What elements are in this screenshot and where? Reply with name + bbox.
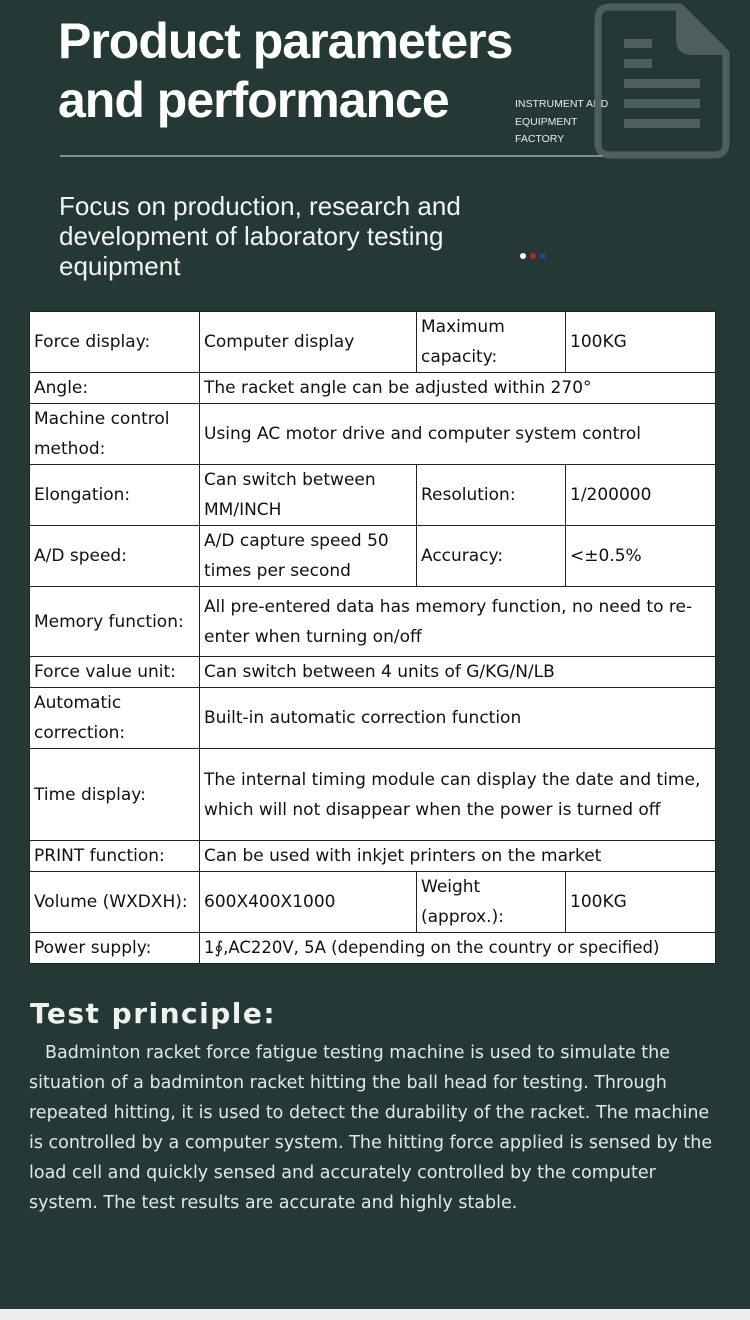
spec-value: 100KG — [566, 312, 716, 373]
table-row — [30, 587, 716, 657]
spec-table — [29, 311, 716, 964]
spec-value: 1∮,AC220V, 5A (depending on the country or specified) — [200, 933, 716, 964]
spec-value: 600X400X1000 — [200, 872, 417, 933]
table-row — [30, 373, 716, 404]
document-icon — [594, 3, 730, 163]
spec-label: Weight (approx.): — [417, 872, 566, 933]
page-title: Product parameters and performance — [58, 13, 513, 128]
spec-value: The internal timing module can display the date and time, which will not disappear when the power is turned off — [200, 749, 716, 841]
spec-label: A/D speed: — [30, 526, 200, 587]
brand-line: INSTRUMENT AND — [515, 98, 609, 110]
spec-label: Angle: — [30, 373, 200, 404]
dot-blue — [540, 253, 546, 259]
spec-label: Memory function: — [30, 587, 200, 657]
dot-red — [530, 253, 536, 259]
bottom-bar — [0, 1309, 750, 1320]
section-heading: Test principle: — [30, 997, 277, 1030]
spec-value: Can switch between 4 units of G/KG/N/LB — [200, 657, 716, 688]
table-row — [30, 749, 716, 841]
spec-label: Time display: — [30, 749, 200, 841]
spec-value: Can switch between MM/INCH — [200, 465, 417, 526]
spec-value: Can be used with inkjet printers on the market — [200, 841, 716, 872]
spec-value: 1/200000 — [566, 465, 716, 526]
section-body: Badminton racket force fatigue testing machine is used to simulate the situation of a badminton racket hitting the ball head for testing. Through repeated hitting, it is used to detect the durability of the racket. The machine is controlled by a computer system. The hitting force applied is sensed by the load cell and quickly sensed and accurately controlled by the computer system. The test results are accurate and highly stable. — [29, 1043, 713, 1213]
spec-value: 100KG — [566, 872, 716, 933]
spec-value: <±0.5% — [566, 526, 716, 587]
table-row — [30, 841, 716, 872]
spec-label: Volume (WXDXH): — [30, 872, 200, 933]
brand-line: EQUIPMENT — [515, 115, 578, 128]
spec-value: All pre-entered data has memory function, no need to re-enter when turning on/off — [200, 587, 716, 657]
brand-line: FACTORY — [515, 133, 565, 145]
spec-label: Automatic correction: — [30, 688, 200, 749]
spec-label: Force value unit: — [30, 657, 200, 688]
spec-label: Force display: — [30, 312, 200, 373]
table-row — [30, 465, 716, 526]
spec-label: Power supply: — [30, 933, 200, 964]
spec-label: PRINT function: — [30, 841, 200, 872]
subtitle: Focus on production, research and development of laboratory testing equipment — [59, 191, 461, 281]
spec-label: Accuracy: — [417, 526, 566, 587]
spec-value: Computer display — [200, 312, 417, 373]
spec-value: Built-in automatic correction function — [200, 688, 716, 749]
table-row — [30, 657, 716, 688]
dot-white — [520, 253, 526, 259]
table-row — [30, 312, 716, 373]
table-row — [30, 404, 716, 465]
spec-value: Using AC motor drive and computer system control — [200, 404, 716, 465]
header-divider — [60, 155, 603, 157]
spec-label: Elongation: — [30, 465, 200, 526]
table-row — [30, 872, 716, 933]
spec-label: Resolution: — [417, 465, 566, 526]
carousel-dots — [520, 253, 546, 259]
table-row — [30, 526, 716, 587]
table-row — [30, 933, 716, 964]
spec-value: A/D capture speed 50 times per second — [200, 526, 417, 587]
spec-value: The racket angle can be adjusted within 270° — [200, 373, 716, 404]
spec-label: Maximum capacity: — [417, 312, 566, 373]
table-row — [30, 688, 716, 749]
spec-label: Machine control method: — [30, 404, 200, 465]
